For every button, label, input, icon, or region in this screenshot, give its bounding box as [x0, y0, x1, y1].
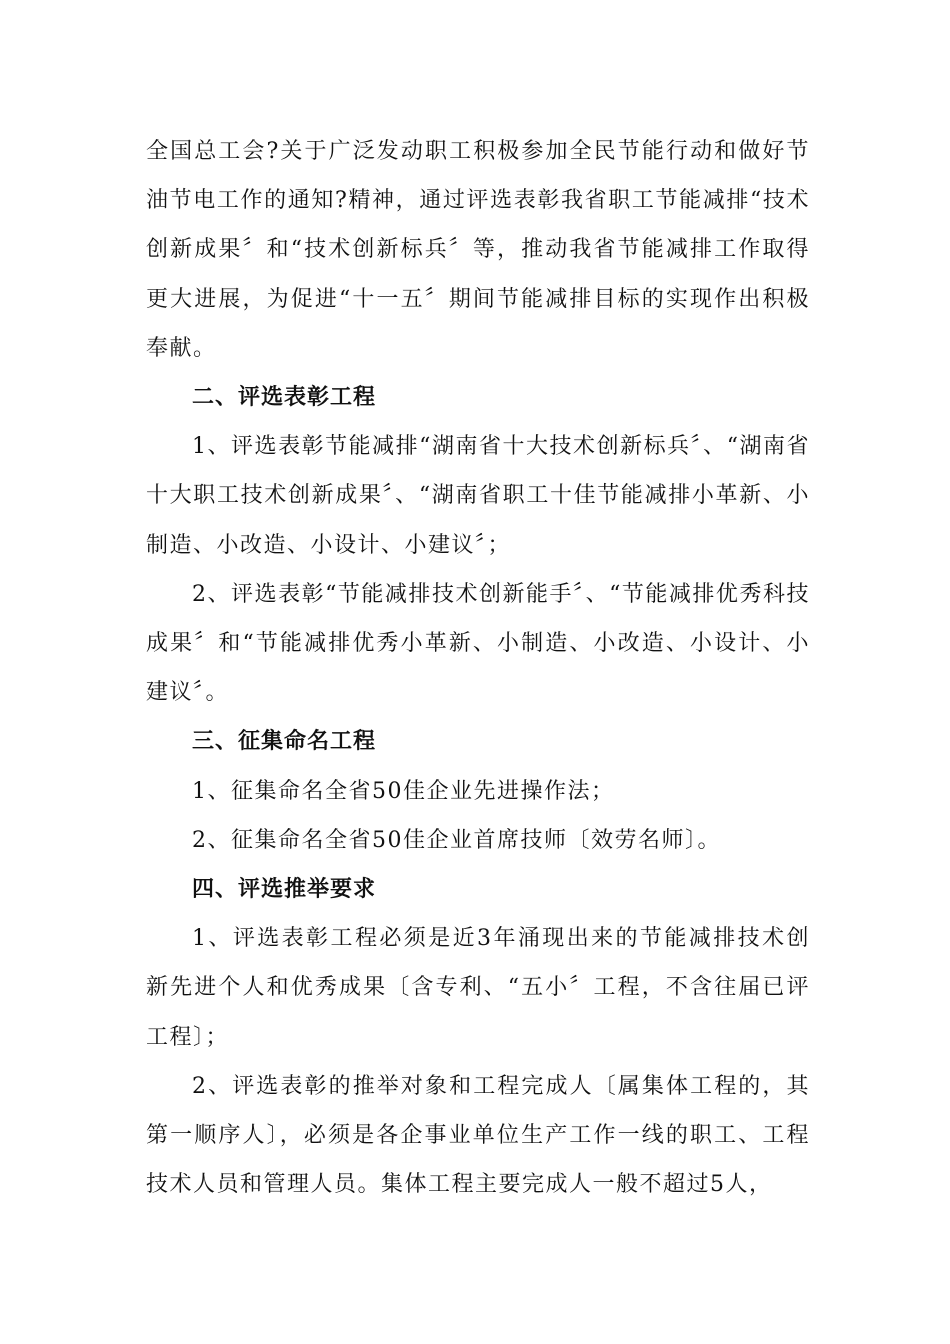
document-body	[146, 127, 810, 1209]
section-heading-4: 四、评选推举要求	[192, 877, 377, 903]
paragraph-3-2: 2、征集命名全省50佳企业首席技师〔效劳名师〕。	[192, 827, 721, 853]
paragraph-4-2: 2、评选表彰的推举对象和工程完成人〔属集体工程的，其第一顺序人〕，必须是各企事业单位生产工作一线的职工、工程技术人员和管理人员。集体工程主要完成人一般不超过5人，	[146, 1073, 810, 1198]
paragraph-intro: 全国总工会?关于广泛发动职工积极参加全民节能行动和做好节油节电工作的通知?精神，通过评选表彰我省职工节能减排“技术创新成果〞和“技术创新标兵〞等，推动我省节能减排工作取得更大进展，为促进“十一五〞期间节能减排目标的实现作出积极奉献。	[146, 139, 810, 361]
paragraph-3-1: 1、征集命名全省50佳企业先进操作法；	[192, 778, 615, 804]
section-heading-2: 二、评选表彰工程	[192, 385, 377, 411]
section-heading-3: 三、征集命名工程	[192, 729, 377, 755]
paragraph-2-2: 2、评选表彰“节能减排技术创新能手〞、“节能减排优秀科技成果〞和“节能减排优秀小革新、小制造、小改造、小设计、小建议〞。	[146, 581, 810, 706]
paragraph-2-1: 1、评选表彰节能减排“湖南省十大技术创新标兵〞、“湖南省十大职工技术创新成果〞、“湖南省职工十佳节能减排小革新、小制造、小改造、小设计、小建议〞；	[146, 434, 810, 558]
paragraph-4-1: 1、评选表彰工程必须是近3年涌现出来的节能减排技术创新先进个人和优秀成果〔含专利、“五小〞工程，不含往届已评工程〕；	[146, 926, 810, 1050]
